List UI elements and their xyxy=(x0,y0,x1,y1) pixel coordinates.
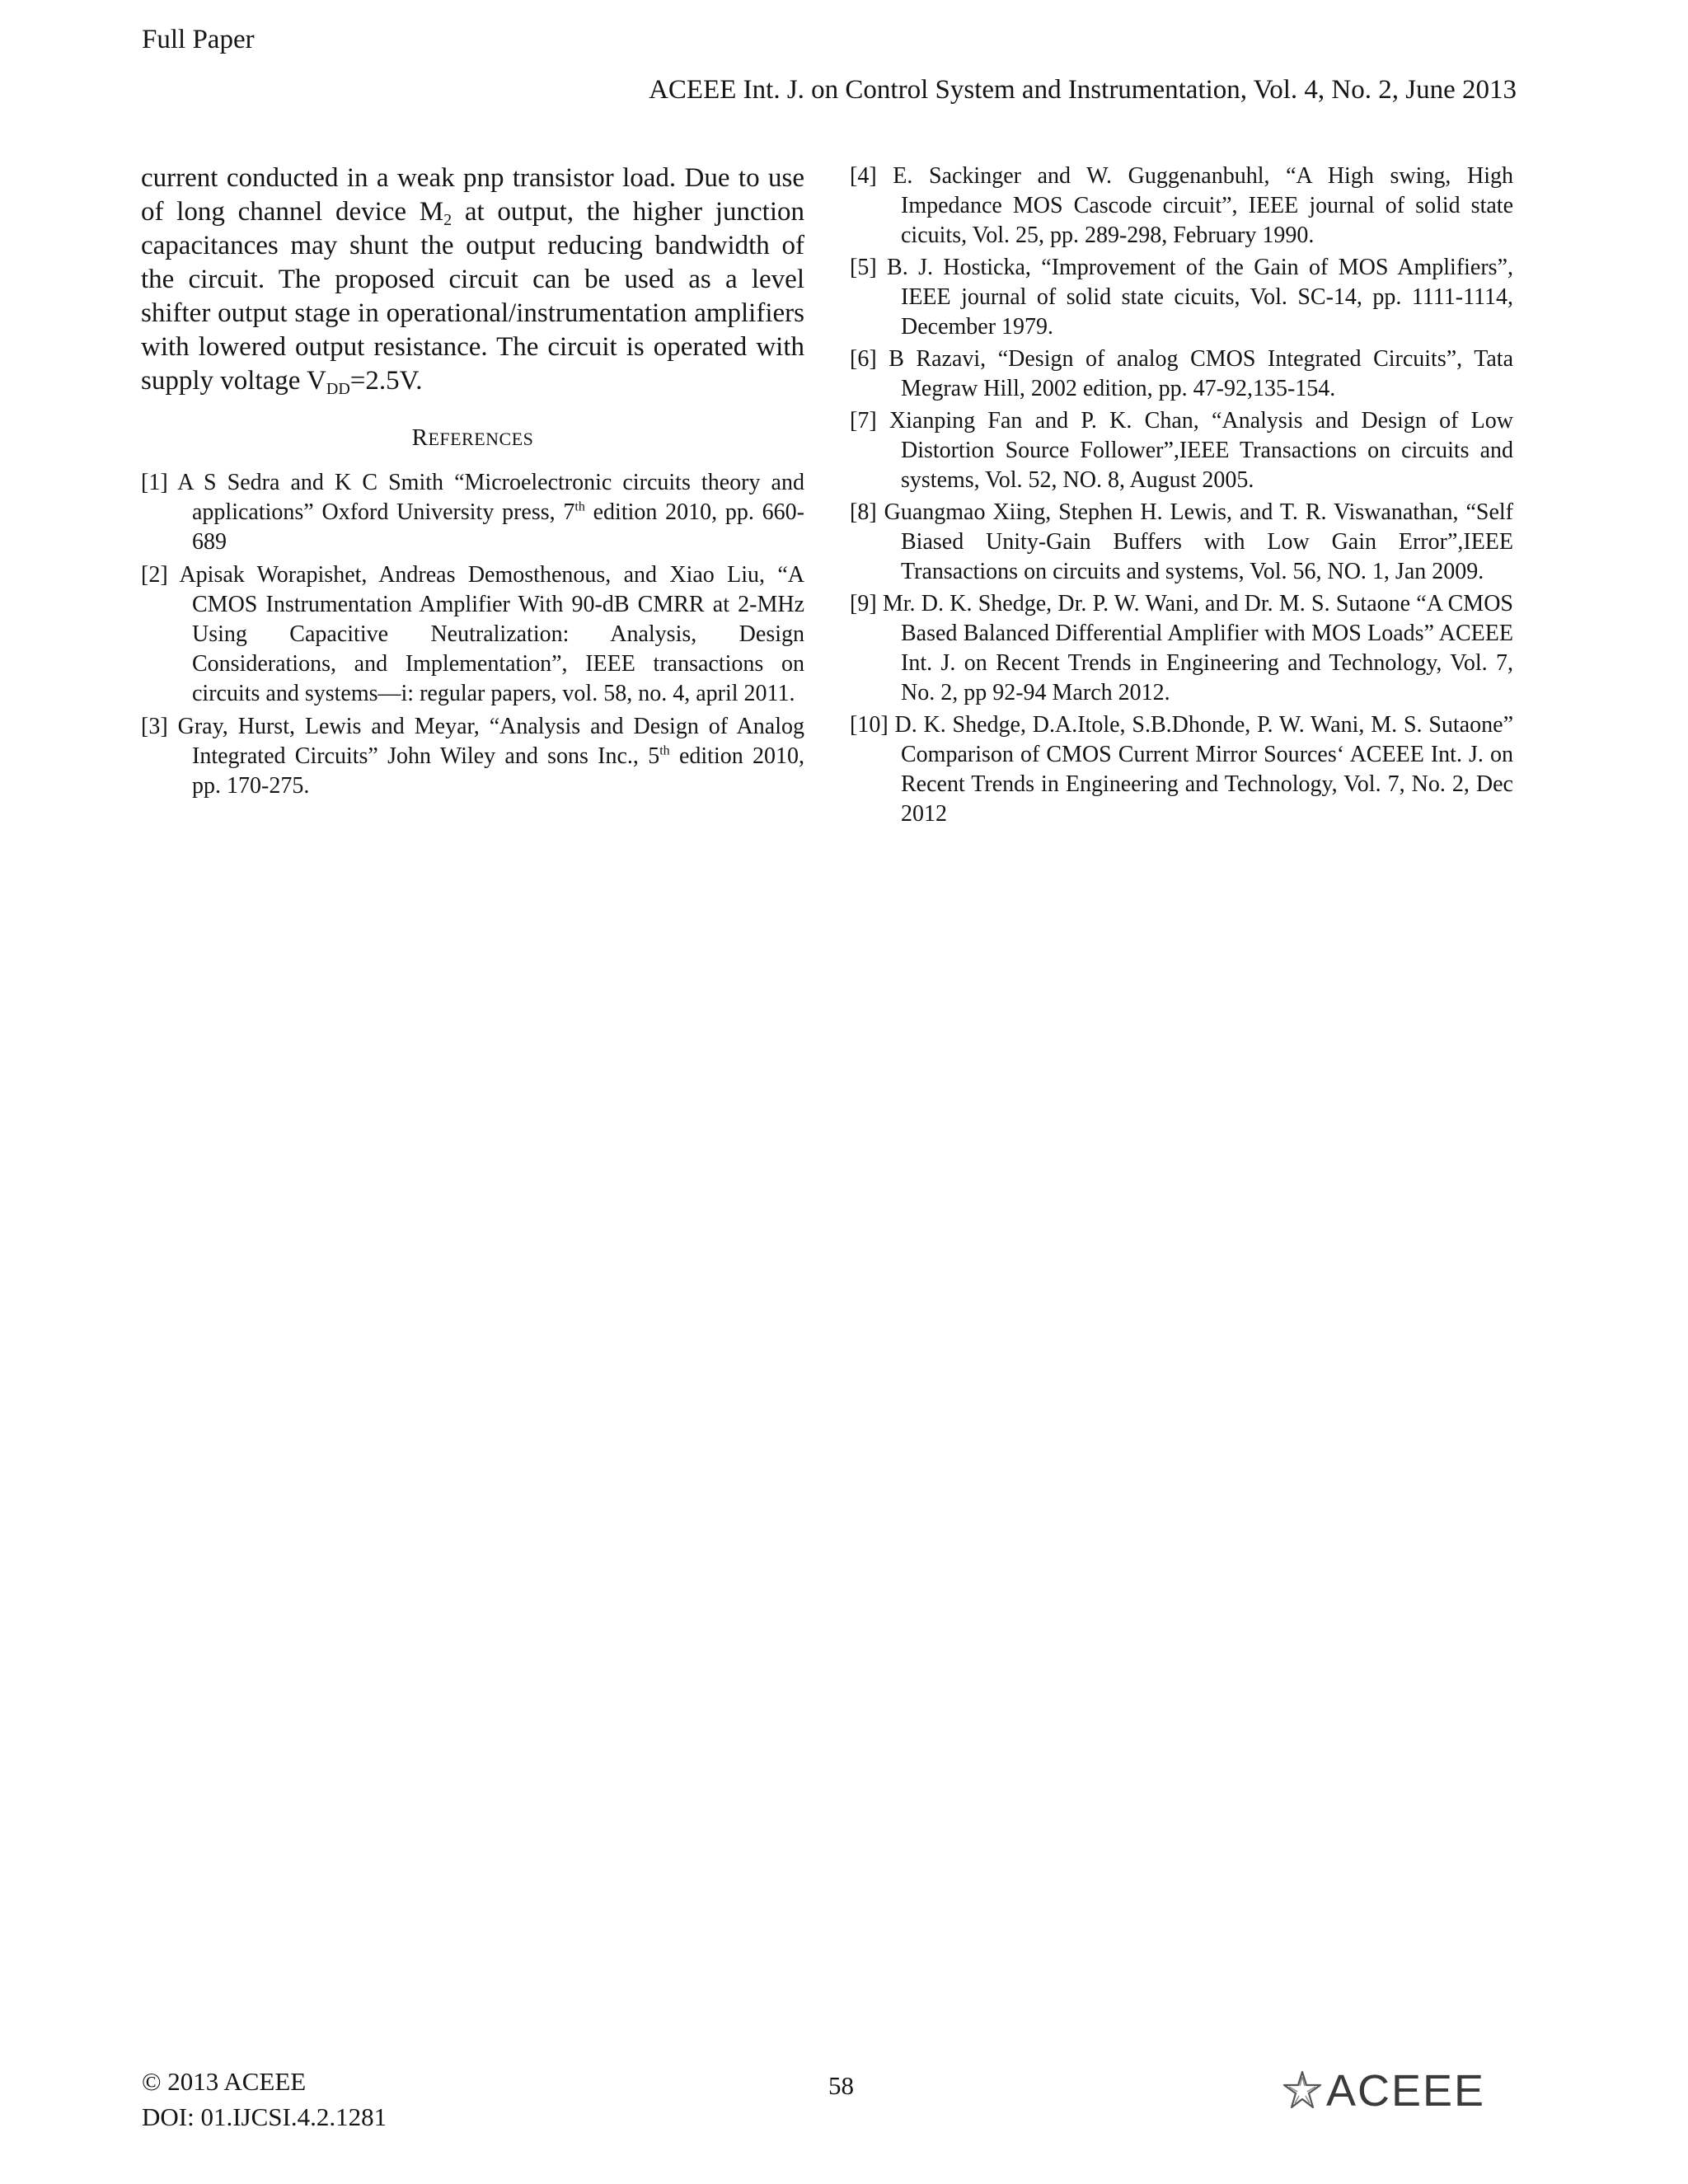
reference-text: [8] Guangmao Xiing, Stephen H. Lewis, and T. R. Viswanathan, “Self Biased Unity-Gain Buffers with Low Gain Error”,IEEE Transactions on circuits and systems, Vol. 56, NO. 1, Jan 2009. xyxy=(850,499,1513,584)
footer-doi: DOI: 01.IJCSI.4.2.1281 xyxy=(142,2102,387,2131)
journal-citation-header: ACEEE Int. J. on Control System and Instrumentation, Vol. 4, No. 2, June 2013 xyxy=(649,75,1517,105)
left-column xyxy=(141,162,804,804)
superscript: th xyxy=(659,743,670,758)
reference-text: [7] Xianping Fan and P. K. Chan, “Analysis and Design of Low Distortion Source Follower”,IEEE Transactions on circuits and systems, Vol. 52, NO. 8, August 2005. xyxy=(850,408,1513,493)
references-heading-rest: EFERENCES xyxy=(428,429,534,449)
running-header-label: Full Paper xyxy=(142,25,255,54)
reference-item-6 xyxy=(850,344,1513,404)
page-number: 58 xyxy=(828,2071,854,2100)
reference-text-cont: edition 2010, pp. 170-275. xyxy=(192,743,804,799)
reference-item-9 xyxy=(850,589,1513,708)
references-heading xyxy=(141,424,804,452)
reference-text: [6] B Razavi, “Design of analog CMOS Integrated Circuits”, Tata Megraw Hill, 2002 edition, pp. 47-92,135-154. xyxy=(850,346,1513,401)
reference-item-7 xyxy=(850,406,1513,495)
reference-item-10 xyxy=(850,710,1513,829)
star-icon xyxy=(1280,2069,1325,2113)
body-text-part-2: at output, the higher junction capacitances may shunt the output reducing bandwidth of the circuit. The proposed circuit can be used as a level shifter output stage in operational/instrumentation amplifiers with lowered output resistance. The circuit is operated with supply voltage V xyxy=(141,197,804,396)
superscript: th xyxy=(574,499,585,514)
reference-text: [5] B. J. Hosticka, “Improvement of the Gain of MOS Amplifiers”, IEEE journal of solid state cicuits, Vol. SC-14, pp. 1111-1114, December 1979. xyxy=(850,255,1513,340)
reference-list-left xyxy=(141,468,804,801)
body-paragraph xyxy=(141,162,804,398)
references-heading-initial: R xyxy=(411,424,429,451)
reference-item-3 xyxy=(141,712,804,801)
subscript-2: 2 xyxy=(443,211,452,229)
reference-text: [10] D. K. Shedge, D.A.Itole, S.B.Dhonde, P. W. Wani, M. S. Sutaone” Comparison of CMOS Current Mirror Sources‘ ACEEE Int. J. on Recent Trends in Engineering and Technology, Vol. 7, No. 2, Dec 2012 xyxy=(850,712,1513,827)
reference-text: [2] Apisak Worapishet, Andreas Demosthenous, and Xiao Liu, “A CMOS Instrumentation Amplifier With 90-dB CMRR at 2-MHz Using Capacitive Neutralization: Analysis, Design Considerations, and Implementation”, IEEE transactions on circuits and systems—i: regular papers, vol. 58, no. 4, april 2011. xyxy=(141,562,804,706)
reference-text-cont: edition 2010, pp. 660-689 xyxy=(192,499,804,555)
reference-item-4 xyxy=(850,162,1513,251)
logo-text: ACEEE xyxy=(1326,2066,1486,2116)
reference-list-right xyxy=(850,162,1513,829)
body-text-part-3: =2.5V. xyxy=(349,366,423,396)
right-column xyxy=(850,162,1513,832)
reference-item-5 xyxy=(850,253,1513,342)
reference-item-8 xyxy=(850,498,1513,587)
reference-text: [9] Mr. D. K. Shedge, Dr. P. W. Wani, and Dr. M. S. Sutaone “A CMOS Based Balanced Differential Amplifier with MOS Loads” ACEEE Int. J. on Recent Trends in Engineering and Technology, Vol. 7, No. 2, pp 92-94 March 2012. xyxy=(850,591,1513,705)
reference-text: [4] E. Sackinger and W. Guggenanbuhl, “A High swing, High Impedance MOS Cascode circuit”, IEEE journal of solid state cicuits, Vol. 25, pp. 289-298, February 1990. xyxy=(850,163,1513,248)
reference-item-1 xyxy=(141,468,804,557)
reference-text: [1] A S Sedra and K C Smith “Microelectronic circuits theory and applications” Oxford University press, 7 xyxy=(141,470,804,525)
aceee-logo xyxy=(1280,2066,1486,2116)
body-text-part-1: current conducted in a weak pnp transistor load. Due to use of long channel device M xyxy=(141,163,804,227)
subscript-dd: DD xyxy=(326,380,350,398)
reference-text: [3] Gray, Hurst, Lewis and Meyar, “Analysis and Design of Analog Integrated Circuits” John Wiley and sons Inc., 5 xyxy=(141,714,804,769)
footer-copyright: © 2013 ACEEE xyxy=(142,2067,307,2096)
reference-item-2 xyxy=(141,560,804,709)
